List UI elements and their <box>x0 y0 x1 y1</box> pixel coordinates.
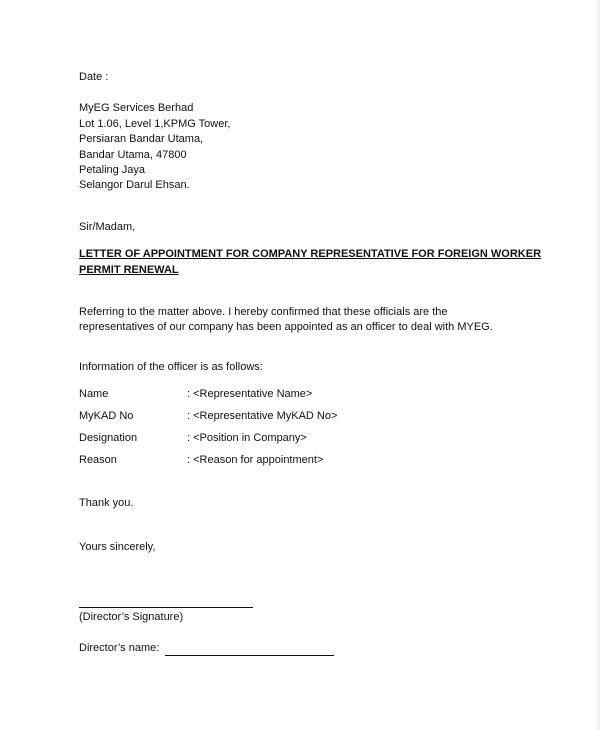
address-line-6: Selangor Darul Ehsan. <box>79 179 190 191</box>
address-line-5: Petaling Jaya <box>79 164 146 176</box>
address-line-2: Lot 1.06, Level 1,KPMG Tower, <box>79 118 231 130</box>
info-label: Reason <box>79 454 117 466</box>
closing-text: Yours sincerely, <box>79 541 156 553</box>
thanks-text: Thank you. <box>79 497 134 509</box>
info-value: : <Reason for appointment> <box>187 454 324 466</box>
address-line-3: Persiaran Bandar Utama, <box>79 133 204 145</box>
info-label: Name <box>79 388 109 400</box>
body-line-2: representatives of our company has been appointed as an officer to deal with MYEG. <box>79 321 493 333</box>
info-value: : <Representative MyKAD No> <box>187 410 338 422</box>
info-label: Designation <box>79 432 138 444</box>
signature-line <box>79 607 253 608</box>
subject-line-1: LETTER OF APPOINTMENT FOR COMPANY REPRESENTATIVE FOR FOREIGN WORKER <box>79 248 542 260</box>
subject-line-2: PERMIT RENEWAL <box>79 264 179 276</box>
info-value: : <Position in Company> <box>187 432 307 444</box>
address-line-1: MyEG Services Berhad <box>79 102 194 114</box>
date-label: Date : <box>79 71 109 83</box>
info-label: MyKAD No <box>79 410 134 422</box>
director-name-label: Director’s name: <box>79 642 160 654</box>
body-line-1: Referring to the matter above. I hereby confirmed that these officials are the <box>79 306 448 318</box>
director-name-line <box>165 655 334 656</box>
signature-label: (Director’s Signature) <box>79 611 184 623</box>
address-line-4: Bandar Utama, 47800 <box>79 149 187 161</box>
salutation: Sir/Madam, <box>79 221 136 233</box>
info-intro: Information of the officer is as follows: <box>79 361 263 373</box>
info-value: : <Representative Name> <box>187 388 313 400</box>
